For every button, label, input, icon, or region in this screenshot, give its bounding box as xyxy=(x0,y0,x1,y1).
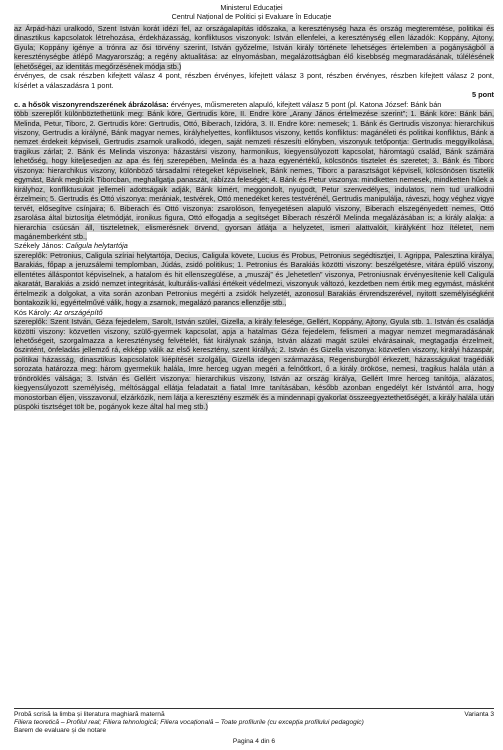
scoring-line xyxy=(14,71,494,90)
paragraph-kos-heading xyxy=(14,308,494,317)
paragraph-szekely xyxy=(14,251,494,308)
paragraph-intro xyxy=(14,24,494,71)
footer-filiera: Filiera teoretică – Profilul real; Filiera tehnologică; Filiera vocațională – Toate profilurile (cu excepția profilului pedagogic) xyxy=(14,719,364,727)
footer-line1 xyxy=(14,711,494,719)
section-c xyxy=(14,100,494,109)
page-number: Pagina 4 din 6 xyxy=(232,737,276,745)
paragraph-szekely-heading xyxy=(14,241,494,250)
szekely-text: szereplők: Petronius, Caligula szíriai helytartója, Decius, Caligula követe, Lucius és Probus, Petronius segédtisztjei, I. Agrippa, Palesztina királya, Barakiás, főpap a jeruzsálemi templomban, Júdás, zsidó politikus; 1. Petronius és Barakiás közötti viszony: beszélgetésre, vitára épülő viszony, ellentétes álláspontot képviselnek, a hatalom és hit ellenszegülése, a „muszáj” és „lehetetlen” viszonya, Petroniusnak érvényesítenie kell Caligula akaratát, Barakiás a zsidó nemzet integritását, kulturális-vallási értékeit védelmezi, viszonyuk változó, kezdetben nem értik meg egymást, másként értelmezik a dolgokat, a vita során azonban Petronius megérti a zsidók helyzetét, azonosul Barakiás érvrendszerével, nyitott személyiségként bontakozik ki, egyértelművé válik, hogy a zsarnok, megalázó parancs ellenzője stb., xyxy=(14,250,494,308)
szekely-author: Székely János: xyxy=(14,241,66,251)
main-content xyxy=(14,24,494,412)
scoring-text: érvényes, de csak részben kifejtett válasz 4 pont, részben érvényes, kifejtett válasz 3 pont, részben érvényes, részben kifejtett válasz 2 pont, kísérlet a válaszadásra 1 pont. xyxy=(14,71,494,90)
footer-barem: Barem de evaluare și de notare xyxy=(14,727,107,735)
document-header xyxy=(0,4,503,21)
footer-rule xyxy=(14,708,494,709)
kos-text: szereplők: Szent István, Géza fejedelem, Sarolt, István szülei, Gizella, a király felesége, Gellért, Koppány, Ajtony, Gyula stb. 1. István és családja közötti viszony: közvetlen viszony, szülő-gyermek kapcsolat, apja a hatalmas Géza fejedelem, felismeri a magyar nemzet megmaradásának lehetőségeit, szorgalmazza a kereszténység felvételét, fiát királynak szánja, István alázati magát szülei elvárásainak, megtagadja érzelmeit, öszintént, önfeladás jellemző rá, ekképp válik az első keresztény, szent királlyá; 2. István és Gizella viszonya: közvetlen viszony, királyi házaspár, politikai házasság, dinasztikus kapcsolatok kiépítését szolgálja, Gizella idegen származása, Regensburgból érkezett, házasságukat tragédiák sorozata határozza meg: három gyermekük halála, Imre herceg ugyan megéri a felnőttkort, ő a király örököse, nemesi, tragikus halála után a trónöröklés válsága; 3. István és Gellért viszonya: hierarchikus viszony, István az ország királya, Gellért Imre herceg tanítója, alázatos, kiegyensúlyozott személyiség, méltósággal ellátja feladatait a fiatal Imre tanításában, később azonban engedélyt kér Istvántól arra, hogy monostorban éljen, visszavonul, elzárkózik, nem látja a keresztény eszmék és a mindennapi gyakorlat összeegyeztethetőségét, a király halála után püspöki tisztséget tölt be, pogányok keze által hal meg stb.) xyxy=(14,317,494,412)
document-footer xyxy=(14,708,494,746)
scoring-points-row xyxy=(14,90,494,99)
bank-ban-text: több szereplőt különböztethetünk meg: Bánk köre, Gertrudis köre, II. Endre köre „Arany János értelmezése szerint”; 1. Bánk köre: Bánk bán, Melinda, Petur, Tiborc, 2. Gertrudis köre: Gertrudis, Ottó, Biberach, Izidóra, 3. II. Endre köre: nemesek; 1. Bánk és Gertrudis viszonya: hierarchikus viszony, Gertrudis a királyné, Bánk magyar nemes, királyhelyettes, konfliktusos viszony, kettős konfliktus: magánéleti és politikai konfliktus, Bánk a nemzet érdekeit képviseli, Gertrudis zsarnok uralkodó, idegen, saját nemzeti részesíti előnyben, viszonyuk tetőpontja: Gertrudis meggyilkolása, tragikus zárlat; 2. Bánk és Melinda viszonya: házastársi viszony, harmonikus, kiegyensúlyozott kapcsolat, háromtagú család, Bánk számára lehetőség, hogy kiteljesedjen az apa és férj szerepében, Melinda és a haza egyenértékű, kölcsönös tisztelet és szeretet; 3. Bánk és Tiborc viszonya: hierarchikus viszony, különböző társadalmi rétegeket képviselnek, Bánk nemes, Tiborc a parasztságot képviseli, kölcsönösen tisztelik egymást, Bánk megbízik Tiborcban, meghallgatja panaszát, rábízza feleségét; 4. Bánk és Petur viszonya: mindketten nemesek, mindketten hűek a királyhoz, konfliktusukat jellemeli adottságaik adják, Bánk kimért, meggondolt, nyugodt, Petur szenvedélyes, indulatos, nem tud uralkodni érzelmein; 5. Gertrudis és Ottó viszonya: meránіak, testvérek, Ottó menedéket keres testvérénél, Gertrudis manipulálja, ráveszi, hogy véghez vigye tervét, elősegítve csínjaira; 6. Biberach és Ottó viszonya: zsarolóson, fenyegetésen alapuló viszony, Biberach elszegényedett nemes, Ottó zsarolása által biztosítja életmódját, ironikus figura, Ottó elfogadja a segítséget Biberach részéről Melinda megalázásában is; a király alakja: a hierarchia csúcsán áll, tiszteletnek, elismerésnek örvend, gyorsan átlátja a helyzetet, ismeri alattvalóit, királyként hoz ítéletet, nem magánemberként stb., xyxy=(14,109,494,241)
intro-text: az Árpád-házi uralkodó, Szent István korát idézi fel, az országalapítás időszaka, a kereszténység haza és ország megteremtése, politikai és dinasztikus kapcsolatok létrehozása, érdekházasság, konfliktusos viszonyok: István ellenfelei, a kereszténység ellen lázadók: Koppány, Ajtony, Gyula; Koppány igénye a trónra az ősi törvény szerint, István győzelme, István király története lehetséges értelemben a pogányságból a kereszténységbe átlépő Magyarország; a regény aktualitása: az elnyomásban, megalázottságban élő kisebbség megmaradásának, túlélésének lehetőségei, az identitás megőrzésének módja stb.) xyxy=(14,24,494,71)
section-c-title: c. a hősök viszonyrendszerének ábrázolása: xyxy=(14,99,169,109)
section-c-tail: érvényes, műismereten alapuló, kifejtett válasz 5 pont (pl. Katona József: Bánk bán xyxy=(168,99,442,109)
paragraph-bank-ban xyxy=(14,109,494,241)
ministry-name: Ministerul Educației xyxy=(220,3,283,12)
footer-exam-title: Probă scrisă la limba și literatura maghiară maternă xyxy=(14,711,165,718)
center-name: Centrul Național de Politici și Evaluare în Educație xyxy=(171,11,332,21)
scoring-points: 5 pont xyxy=(471,90,494,100)
kos-author: Kós Károly: xyxy=(14,307,54,317)
footer-variant: Varianta 3 xyxy=(464,711,494,718)
szekely-title: Caligula helytartója xyxy=(65,241,128,251)
kos-title: Az országépítő xyxy=(53,307,103,317)
paragraph-kos xyxy=(14,317,494,412)
